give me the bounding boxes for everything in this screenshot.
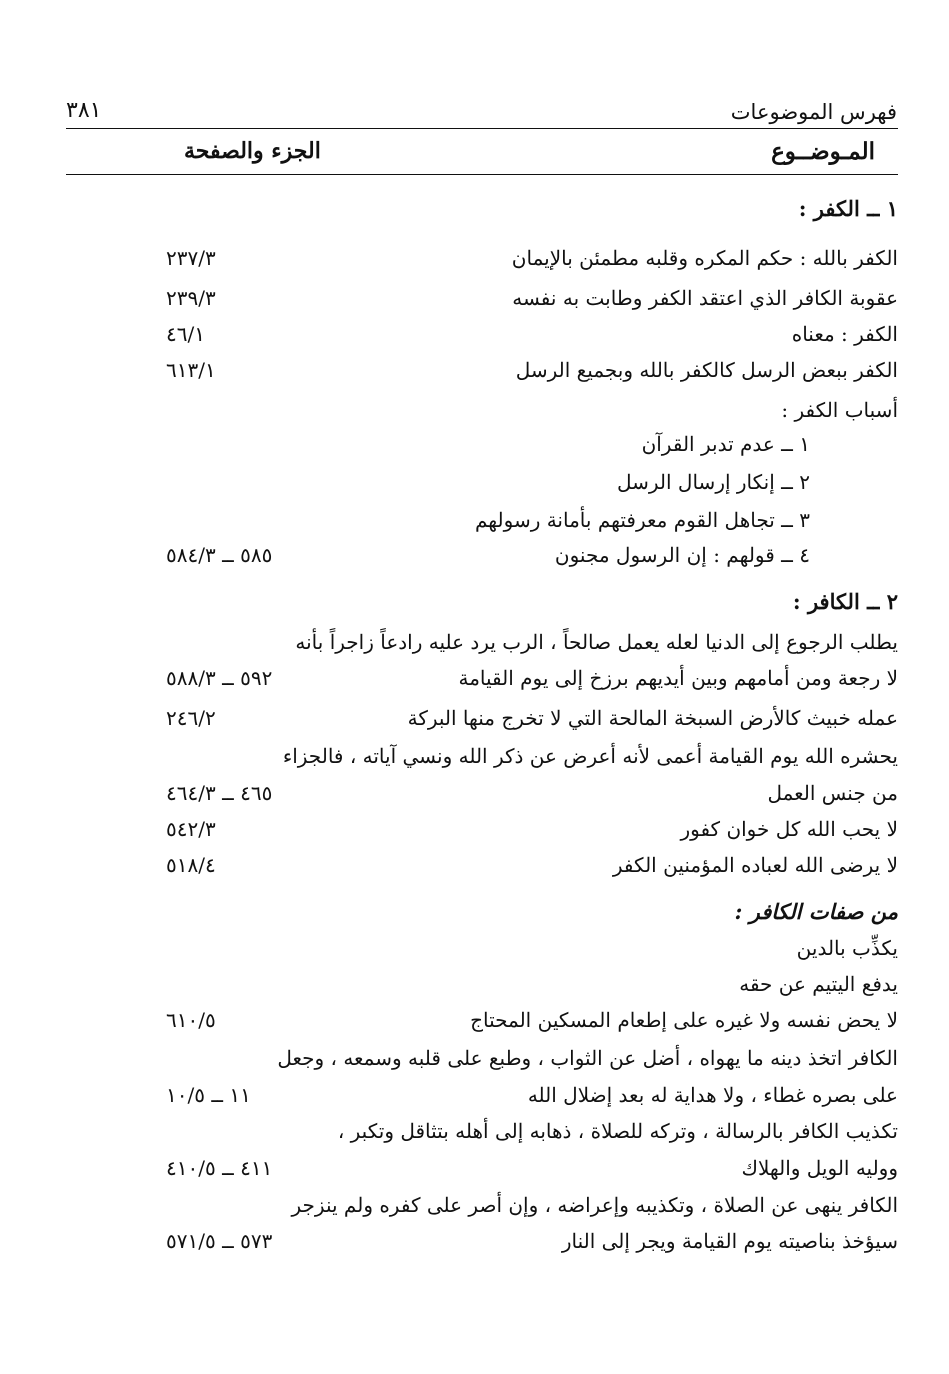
index-entry <box>66 812 898 846</box>
section-heading <box>66 585 898 619</box>
entry-text: ٣ ــ تجاهل القوم معرفتهم بأمانة رسولهم <box>474 508 810 532</box>
index-entry <box>66 353 898 387</box>
column-header-rule <box>66 174 898 175</box>
index-entry <box>66 1003 898 1037</box>
entry-text: من جنس العمل <box>767 781 898 805</box>
section-heading <box>66 192 898 226</box>
entry-text: من صفات الكافر : <box>734 899 898 924</box>
entry-reference: ٤١١ ــ ٤١٠/٥ <box>166 1156 273 1180</box>
entry-reference: ٢٤٦/٢ <box>166 706 216 730</box>
column-header-topic: المـوضــوع <box>771 138 875 165</box>
entry-text: ١ ــ الكفر : <box>798 196 898 221</box>
subsection-heading <box>66 895 898 929</box>
entry-text: ٤ ــ قولهم : إن الرسول مجنون <box>554 543 810 567</box>
entry-text: ١ ــ عدم تدبر القرآن <box>641 432 810 456</box>
entry-reference: ٤٦٥ ــ ٤٦٤/٣ <box>166 781 273 805</box>
index-entry <box>66 503 898 537</box>
index-entry <box>66 538 898 572</box>
index-entry <box>66 661 898 695</box>
index-entry <box>66 281 898 315</box>
running-header-title: فهرس الموضوعات <box>730 100 897 124</box>
entry-text: الكفر بالله : حكم المكره وقلبه مطمئن بالإيمان <box>511 246 898 270</box>
entry-reference: ٥١٨/٤ <box>166 853 216 877</box>
entry-reference: ٤٦/١ <box>166 322 205 346</box>
index-entry <box>66 967 898 1001</box>
entry-reference: ٥٩٢ ــ ٥٨٨/٣ <box>166 666 273 690</box>
entry-text: على بصره غطاء ، ولا هداية له بعد إضلال الله <box>527 1083 898 1107</box>
column-header-volume-page: الجزء والصفحة <box>184 138 321 164</box>
index-entry <box>66 317 898 351</box>
entry-text: لا يرضى الله لعباده المؤمنين الكفر <box>612 853 898 877</box>
entry-text: يدفع اليتيم عن حقه <box>739 972 898 996</box>
entry-text: لا يحب الله كل خوان كفور <box>680 817 898 841</box>
index-entry <box>66 1114 898 1148</box>
index-entry <box>66 427 898 461</box>
index-entry <box>66 931 898 965</box>
page-number: ٣٨١ <box>66 98 102 123</box>
entry-text: عمله خبيث كالأرض السبخة المالحة التي لا تخرج منها البركة <box>407 706 898 730</box>
entry-reference: ٥٧٣ ــ ٥٧١/٥ <box>166 1229 273 1253</box>
entry-text: ووليه الويل والهلاك <box>741 1156 898 1180</box>
index-entry <box>66 848 898 882</box>
entry-reference: ٢٣٩/٣ <box>166 286 216 310</box>
entry-text: تكذيب الكافر بالرسالة ، وتركه للصلاة ، ذهابه إلى أهله بتثاقل وتكبر ، <box>337 1119 898 1143</box>
index-entry <box>66 776 898 810</box>
entry-text: الكافر اتخذ دينه ما يهواه ، أضل عن الثواب ، وطبع على قلبه وسمعه ، وجعل <box>277 1046 898 1070</box>
index-entry <box>66 393 898 427</box>
entry-reference: ٦١٣/١ <box>166 358 216 382</box>
entry-text: يكذِّب بالدين <box>796 936 898 960</box>
entry-reference: ٢٣٧/٣ <box>166 246 216 270</box>
index-entry <box>66 1078 898 1112</box>
entry-text: الكافر ينهى عن الصلاة ، وتكذيبه وإعراضه ، وإن أصر على كفره ولم ينزجر <box>291 1193 898 1217</box>
entry-text: يطلب الرجوع إلى الدنيا لعله يعمل صالحاً ، الرب يرد عليه رادعاً زاجراً بأنه <box>295 630 898 654</box>
header-rule <box>66 128 898 129</box>
entry-text: لا رجعة ومن أمامهم وبين أيديهم برزخ إلى يوم القيامة <box>458 666 898 690</box>
index-entry <box>66 1041 898 1075</box>
entry-text: الكفر ببعض الرسل كالكفر بالله وبجميع الرسل <box>515 358 898 382</box>
index-entry <box>66 1224 898 1258</box>
index-entry <box>66 1188 898 1222</box>
index-entry <box>66 739 898 773</box>
entry-reference: ٦١٠/٥ <box>166 1008 216 1032</box>
entry-reference: ١١ ــ ١٠/٥ <box>166 1083 251 1107</box>
index-entry <box>66 465 898 499</box>
entry-text: ٢ ــ إنكار إرسال الرسل <box>616 470 810 494</box>
entry-text: عقوبة الكافر الذي اعتقد الكفر وطابت به نفسه <box>512 286 898 310</box>
entry-reference: ٥٨٥ ــ ٥٨٤/٣ <box>166 543 273 567</box>
entry-text: أسباب الكفر : <box>781 398 898 422</box>
index-entry <box>66 701 898 735</box>
index-entry <box>66 625 898 659</box>
entry-text: يحشره الله يوم القيامة أعمى لأنه أعرض عن ذكر الله ونسي آياته ، فالجزاء <box>282 744 898 768</box>
index-entry <box>66 241 898 275</box>
index-entry <box>66 1151 898 1185</box>
entry-text: سيؤخذ بناصيته يوم القيامة ويجر إلى النار <box>561 1229 898 1253</box>
entry-reference: ٥٤٢/٣ <box>166 817 216 841</box>
entry-text: لا يحض نفسه ولا غيره على إطعام المسكين المحتاج <box>470 1008 898 1032</box>
entry-text: ٢ ــ الكافر : <box>792 589 898 614</box>
entry-text: الكفر : معناه <box>791 322 898 346</box>
